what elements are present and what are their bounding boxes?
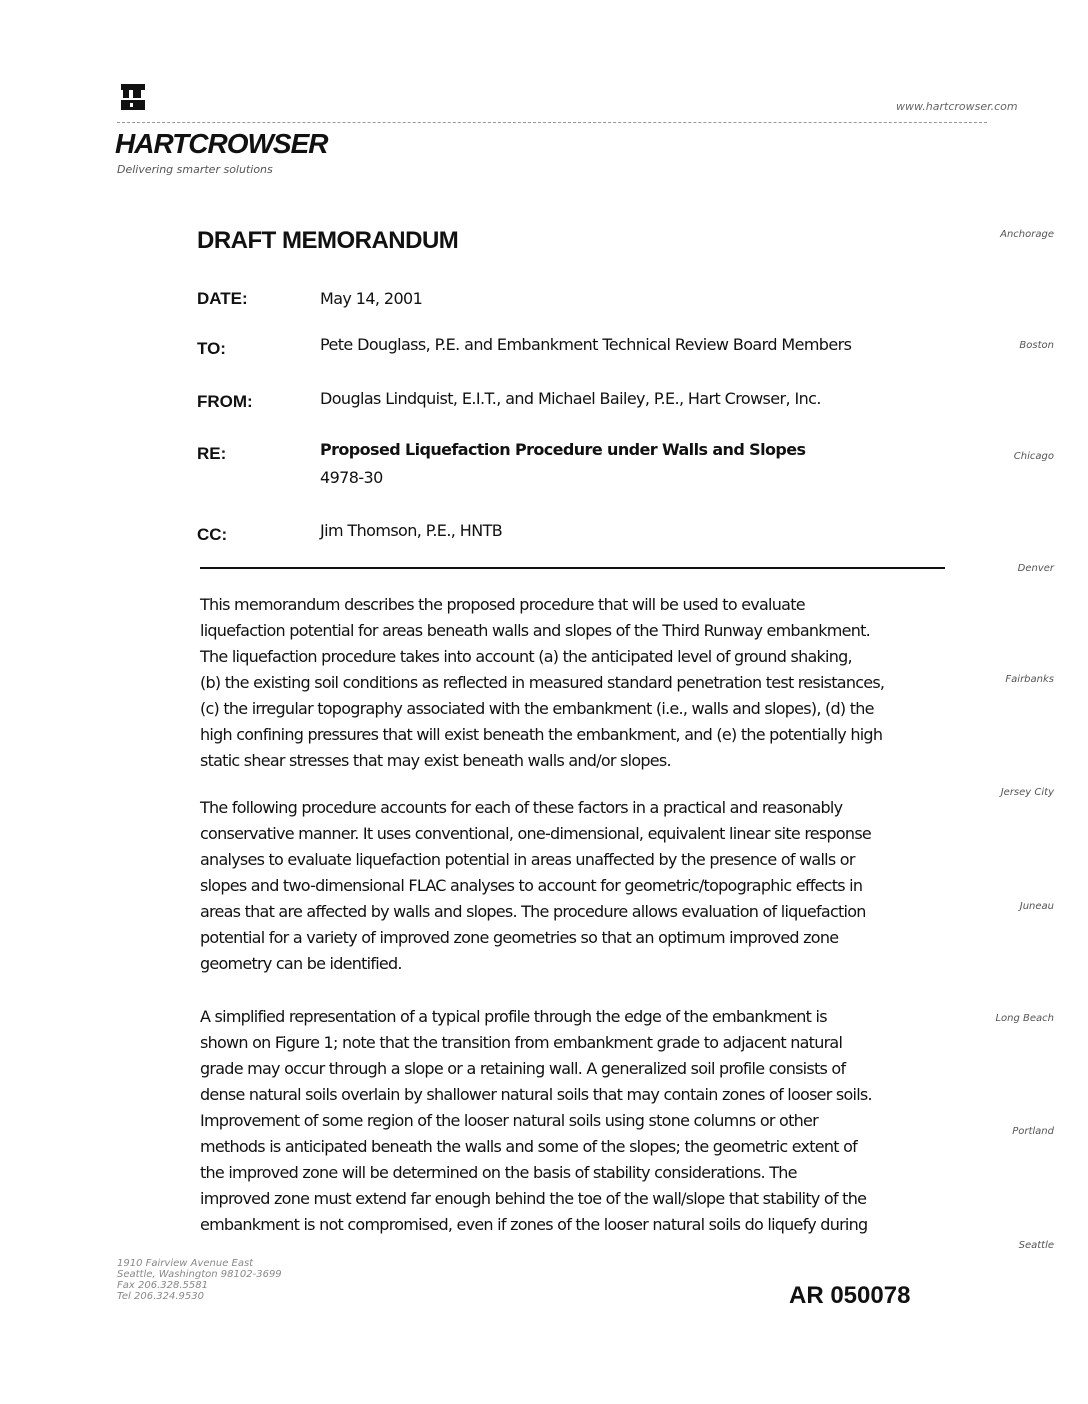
address-line: Seattle, Washington 98102-3699 <box>117 1269 282 1280</box>
text-line: grade may occur through a slope or a retaining wall. A generalized soil profile consists of <box>200 1059 846 1078</box>
memo-title: DRAFT MEMORANDUM <box>197 227 459 254</box>
header-rule <box>117 122 987 123</box>
text-line: analyses to evaluate liquefaction potential in areas unaffected by the presence of walls or <box>200 850 855 869</box>
text-line: liquefaction potential for areas beneath walls and slopes of the Third Runway embankment. <box>200 621 870 640</box>
office-boston: Boston <box>1019 340 1054 351</box>
re-label: RE: <box>197 444 227 463</box>
text-line: The following procedure accounts for each of these factors in a practical and reasonably <box>200 798 843 817</box>
text-line: conservative manner. It uses conventional, one-dimensional, equivalent linear site response <box>200 824 871 843</box>
text-line: dense natural soils overlain by shallower natural soils that may contain zones of looser soils. <box>200 1085 872 1104</box>
from-label: FROM: <box>197 392 253 411</box>
header-divider <box>200 567 945 569</box>
text-line: embankment is not compromised, even if zones of the looser natural soils do liquefy during <box>200 1215 868 1234</box>
address-line: 1910 Fairview Avenue East <box>117 1258 254 1269</box>
text-line: (c) the irregular topography associated with the embankment (i.e., walls and slopes), (d) the <box>200 699 874 718</box>
date-value: May 14, 2001 <box>320 289 423 308</box>
from-value: Douglas Lindquist, E.I.T., and Michael Bailey, P.E., Hart Crowser, Inc. <box>320 389 821 408</box>
body-paragraph-3 <box>200 1004 960 1238</box>
body-paragraph-2 <box>200 795 960 977</box>
text-line: high confining pressures that will exist beneath the embankment, and (e) the potentially high <box>200 725 883 744</box>
company-tagline: Delivering smarter solutions <box>117 163 273 176</box>
office-seattle: Seattle <box>1018 1240 1054 1251</box>
text-line: geometry can be identified. <box>200 954 402 973</box>
cc-value: Jim Thomson, P.E., HNTB <box>320 521 503 540</box>
text-line: (b) the existing soil conditions as reflected in measured standard penetration test resistances, <box>200 673 885 692</box>
text-line: static shear stresses that may exist beneath walls and/or slopes. <box>200 751 671 770</box>
company-name: HARTCROWSER <box>115 128 328 159</box>
office-chicago: Chicago <box>1013 451 1054 462</box>
to-label: TO: <box>197 339 226 358</box>
text-line: improved zone must extend far enough behind the toe of the wall/slope that stability of the <box>200 1189 867 1208</box>
office-juneau: Juneau <box>1019 901 1054 912</box>
office-anchorage: Anchorage <box>1000 229 1054 240</box>
text-line: The liquefaction procedure takes into account (a) the anticipated level of ground shaking, <box>200 647 852 666</box>
phone-number: Tel 206.324.9530 <box>117 1291 204 1302</box>
office-denver: Denver <box>1017 563 1054 574</box>
company-website: www.hartcrowser.com <box>896 100 1018 113</box>
office-long-beach: Long Beach <box>995 1013 1054 1024</box>
document-number: AR 050078 <box>789 1282 911 1309</box>
company-address <box>117 1258 282 1302</box>
text-line: methods is anticipated beneath the walls and some of the slopes; the geometric extent of <box>200 1137 858 1156</box>
body-paragraph-1 <box>200 592 960 774</box>
text-line: Improvement of some region of the looser natural soils using stone columns or other <box>200 1111 818 1130</box>
company-logo-mark <box>121 84 145 112</box>
fax-number: Fax 206.328.5581 <box>117 1280 208 1291</box>
text-line: A simplified representation of a typical profile through the edge of the embankment is <box>200 1007 827 1026</box>
text-line: areas that are affected by walls and slopes. The procedure allows evaluation of liquefaction <box>200 902 866 921</box>
date-label: DATE: <box>197 289 248 308</box>
text-line: potential for a variety of improved zone geometries so that an optimum improved zone <box>200 928 839 947</box>
office-jersey-city: Jersey City <box>1000 787 1054 798</box>
text-line: the improved zone will be determined on the basis of stability considerations. The <box>200 1163 797 1182</box>
re-project-number: 4978-30 <box>320 468 383 487</box>
re-subject: Proposed Liquefaction Procedure under Walls and Slopes <box>320 440 806 459</box>
text-line: This memorandum describes the proposed procedure that will be used to evaluate <box>200 595 805 614</box>
office-fairbanks: Fairbanks <box>1005 674 1054 685</box>
to-value: Pete Douglass, P.E. and Embankment Technical Review Board Members <box>320 335 852 354</box>
office-portland: Portland <box>1012 1126 1054 1137</box>
text-line: slopes and two-dimensional FLAC analyses to account for geometric/topographic effects in <box>200 876 863 895</box>
text-line: shown on Figure 1; note that the transition from embankment grade to adjacent natural <box>200 1033 843 1052</box>
cc-label: CC: <box>197 525 228 544</box>
